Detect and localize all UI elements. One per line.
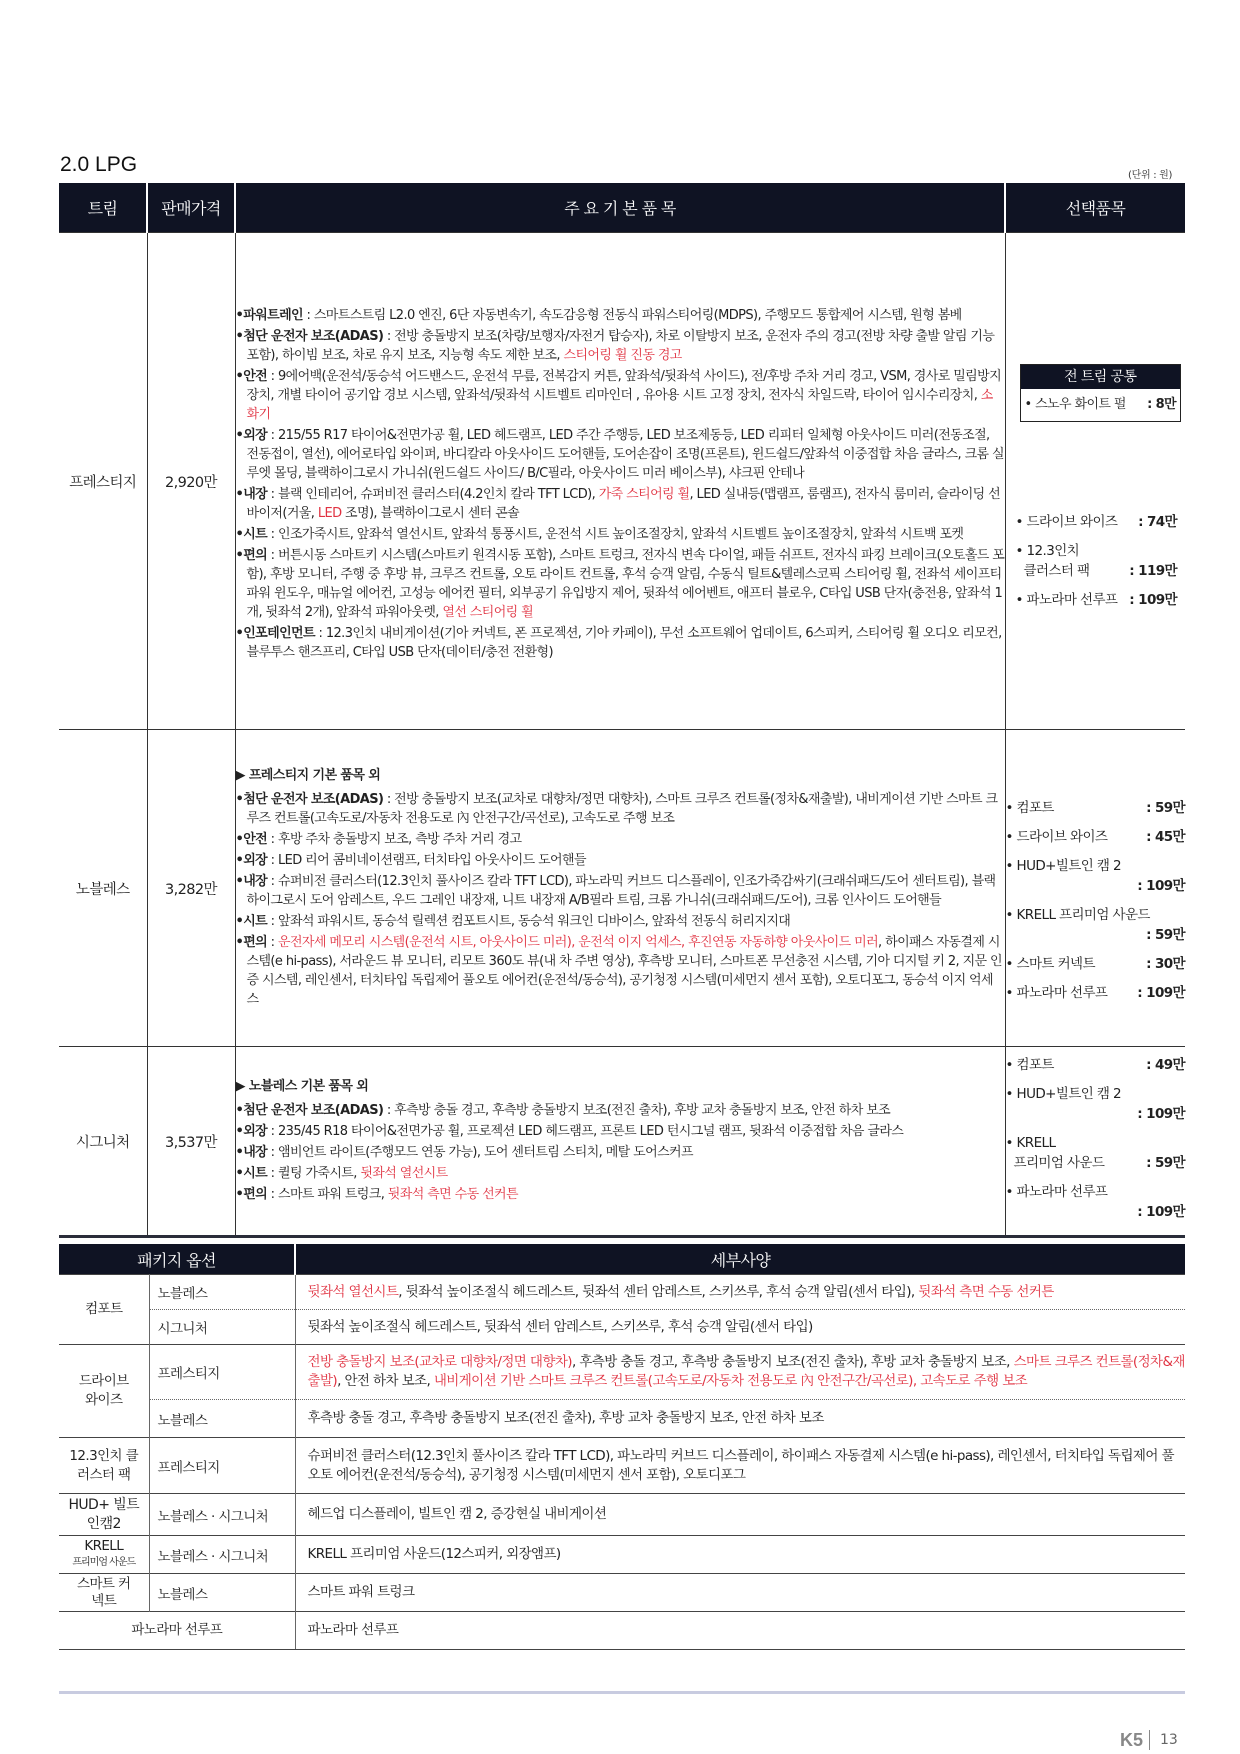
package-row [59, 1574, 1185, 1612]
option-list [1005, 233, 1185, 730]
feature-item [236, 1122, 1005, 1141]
package-detail [295, 1494, 1185, 1536]
package-version: 노블레스 [149, 1574, 295, 1612]
text-segment: : LED 리어 콤비네이션램프, 터치타입 아웃사이드 도어핸들 [267, 852, 586, 868]
option-name-cont: 클러스터 팩 [1023, 562, 1090, 579]
text-segment: : 인조가죽시트, 앞좌석 열선시트, 앞좌석 통풍시트, 운전석 시트 높이조절장치, 앞좌석 시트벨트 높이조절장치, 앞좌석 시트백 포켓 [267, 526, 964, 542]
highlight-text: 스티어링 휠 진동 경고 [563, 347, 682, 363]
package-detail [295, 1536, 1185, 1574]
text-segment: : 후방 주차 충돌방지 보조, 측방 주차 거리 경고 [267, 831, 522, 847]
text-segment: , 안전 하차 보조, [337, 1373, 434, 1389]
package-group-label: 스마트 커넥트 [77, 1575, 131, 1609]
option-item [1006, 1133, 1186, 1173]
highlight-text: 뒷좌석 열선시트 [307, 1283, 399, 1300]
option-name: • KRELL 프리미엄 사운드 [1005, 907, 1150, 923]
common-option-box [1020, 364, 1182, 422]
option-item [1006, 1182, 1186, 1222]
option-list [1005, 1047, 1185, 1237]
package-row [59, 1612, 1185, 1650]
option-items [1006, 1051, 1186, 1222]
option-name: • 파노라마 선루프 [1005, 1184, 1108, 1200]
page-title: 2.0 LPG [60, 153, 138, 176]
option-line [1006, 876, 1186, 896]
header-trim: 트림 [59, 183, 147, 233]
unit-note: (단위 : 원) [1128, 170, 1173, 181]
package-row [59, 1438, 1185, 1494]
package-row [59, 1494, 1185, 1536]
text-segment: : [267, 934, 278, 950]
option-price: : 8만 [1147, 396, 1176, 412]
page-number: 13 [1160, 1732, 1178, 1748]
feature-item [236, 1143, 1005, 1162]
text-segment: : 스마트 파워 트렁크, [267, 1186, 388, 1202]
text-segment: 조명), 블랙하이그로시 센터 콘솔 [341, 505, 520, 521]
text-segment: 후측방 충돌 경고, 후측방 충돌방지 보조(전진 출차), 후방 교차 충돌방지 보조, 안전 하차 보조 [307, 1410, 824, 1426]
feature-label: •첨단 운전자 보조(ADAS) [235, 791, 384, 807]
feature-label: •시트 [235, 526, 268, 542]
option-item [1006, 983, 1186, 1003]
text-segment: : 버튼시동 스마트키 시스템(스마트키 원격시동 포함), 스마트 트렁크, 전자식 변속 다이얼, 패들 쉬프트, 전자식 파킹 브레이크(오토홀드 포함), 후방 모니터, 주행 중 후방 뷰, 크루즈 컨트롤, 오토 라이트 컨트롤, 후석 승객 알림, 수동식 틸트&텔레스코픽 스티어링 휠, 전좌석 세이프티 파워 윈도우, 매뉴얼 에어컨, 고성능 에어컨 필터, 외부공기 유입방지 제어, 뒷좌석 에어벤트, 애프터 블로우, C타입 USB 단자(충전용, 앞좌석 1개, 뒷좌석 2개), 앞좌석 파워아웃렛, [246, 547, 1005, 620]
feature-item [236, 851, 1005, 870]
feature-item [236, 790, 1005, 828]
feature-item [236, 624, 1005, 662]
trim-row-noblesse [59, 730, 1185, 1047]
package-row [59, 1275, 1185, 1310]
highlight-text: 뒷좌석 측면 수동 선커튼 [387, 1186, 518, 1202]
feature-item [236, 485, 1005, 523]
trim-name: 노블레스 [59, 730, 147, 1047]
option-item [1016, 541, 1178, 581]
header-features: 주 요 기 본 품 목 [235, 183, 1005, 233]
feature-label: •편의 [235, 547, 268, 563]
option-line [1016, 512, 1178, 532]
feature-item [236, 306, 1005, 325]
text-segment: , 하이패스 자동결제 시스템(e hi-pass), 서라운드 뷰 모니터, 리모트 360도 뷰(내 차 주변 영상), 후측방 모니터, 스마트폰 무선충전 시스템, 기아 디지털 키 2, 지문 인증 시스템, 레인센서, 터치타입 독립제어 풀오토 에어컨(운전석/동승석), 공기청정 시스템(미세먼지 센서 포함), 오토디포그, 동승석 이지 억세스 [246, 934, 1002, 1007]
common-option-title: 전 트림 공통 [1021, 365, 1181, 389]
footer-divider [59, 1691, 1185, 1694]
feature-label: •인포테인먼트 [235, 625, 315, 641]
package-group [59, 1345, 149, 1438]
option-line [1006, 1055, 1186, 1075]
option-item [1006, 1084, 1186, 1124]
package-group-label: 12.3인치 클러스터 팩 [69, 1447, 139, 1483]
option-line [1006, 1202, 1186, 1222]
package-row [59, 1310, 1185, 1345]
feature-item [236, 525, 1005, 544]
package-group [59, 1574, 149, 1612]
option-name: • 드라이브 와이즈 [1005, 829, 1108, 845]
package-group-sublabel: 프리미엄 사운드 [72, 1557, 136, 1568]
text-segment: : 전방 충돌방지 보조(차량/보행자/자전거 탑승자), 차로 이탈방지 보조, 운전자 주의 경고(전방 차량 출발 알림 기능 포함), 하이빔 보조, 차로 유지 보조, 지능형 속도 제한 보조, [246, 328, 995, 363]
option-price: : 49만 [1146, 1057, 1185, 1073]
text-segment: : 앞좌석 파워시트, 동승석 릴렉션 컴포트시트, 동승석 워크인 디바이스, 앞좌석 전동식 허리지지대 [267, 913, 791, 929]
feature-label: •외장 [235, 852, 268, 868]
option-name: • 12.3인치 [1015, 542, 1080, 559]
text-segment: : 스마트스트림 L2.0 엔진, 6단 자동변속기, 속도감응형 전동식 파워스티어링(MDPS), 주행모드 통합제어 시스템, 원형 봄베 [303, 307, 962, 323]
text-segment: 파노라마 선루프 [307, 1622, 399, 1638]
text-segment: : 9에어백(운전석/동승석 어드밴스드, 운전석 무릎, 전복감지 커튼, 앞좌석/뒷좌석 사이드), 전/후방 주차 거리 경고, VSM, 경사로 밀림방지장치, 개별 타이어 공기압 경보 시스템, 앞좌석/뒷좌석 시트벨트 리마인더 , 유아용 시트 고정 장치, 전자식 차일드락, 타이어 임시수리장치, [246, 368, 1002, 403]
brand-label: K5 [1120, 1730, 1144, 1750]
trim-table [59, 183, 1185, 1238]
trim-name: 시그니처 [59, 1047, 147, 1237]
option-name: • KRELL [1005, 1135, 1056, 1151]
option-line [1006, 983, 1186, 1003]
option-name: • 파노라마 선루프 [1015, 591, 1118, 608]
highlight-text: 내비게이션 기반 스마트 크루즈 컨트롤(고속도로/자동차 전용도로 內 안전구간/곡선로), 고속도로 주행 보조 [433, 1373, 1028, 1389]
package-group [59, 1536, 149, 1574]
feature-label: •외장 [235, 1123, 268, 1139]
package-table [59, 1244, 1185, 1650]
highlight-text: 스마트 크루즈 컨트롤(정차&재출발) [307, 1354, 1185, 1389]
option-name: • 컴포트 [1005, 800, 1054, 816]
option-price: : 109만 [1137, 985, 1185, 1001]
package-group-label: KRELL [84, 1538, 124, 1554]
feature-label: •시트 [235, 913, 268, 929]
highlight-text: 소화기 [246, 387, 993, 422]
option-line [1016, 561, 1178, 581]
text-segment: 슈퍼비전 클러스터(12.3인치 풀사이즈 칼라 TFT LCD), 파노라믹 커브드 디스플레이, 하이패스 자동결제 시스템(e hi-pass), 레인센서, 터치타입 독립제어 풀오토 에어컨(운전석/동승석), 공기청정 시스템(미세먼지 센서 포함), 오토디포그 [307, 1447, 1174, 1483]
package-version: 프레스티지 [149, 1438, 295, 1494]
package-detail [295, 1612, 1185, 1650]
header-package-option: 패키지 옵션 [59, 1244, 295, 1275]
option-price: : 30만 [1146, 956, 1185, 972]
trim-price: 2,920만 [147, 233, 235, 730]
option-item [1006, 827, 1186, 847]
feature-label: •첨단 운전자 보조(ADAS) [235, 328, 384, 344]
option-price: : 109만 [1129, 591, 1177, 608]
text-segment: : 전방 충돌방지 보조(교차로 대향차/정면 대향차), 스마트 크루즈 컨트롤(정차&재출발), 내비게이션 기반 스마트 크루즈 컨트롤(고속도로/자동차 전용도로 內 안전구간/곡선로), 고속도로 주행 보조 [246, 791, 998, 826]
package-table-header [59, 1244, 1185, 1275]
option-items [1006, 432, 1186, 610]
text-segment: , LED 실내등(맵램프, 룸램프), 전자식 룸미러, 슬라이딩 선바이저(거울, [246, 486, 1001, 521]
header-price: 판매가격 [147, 183, 235, 233]
package-group: 컴포트 [59, 1275, 149, 1345]
trim-price: 3,282만 [147, 730, 235, 1047]
option-item [1006, 905, 1186, 945]
highlight-text: 뒷좌석 열선시트 [360, 1165, 448, 1181]
common-option-item [1021, 389, 1181, 421]
option-line [1006, 925, 1186, 945]
text-segment: : 퀼팅 가죽시트, [267, 1165, 361, 1181]
option-item [1006, 1055, 1186, 1075]
option-line [1006, 954, 1186, 974]
feature-list [235, 233, 1005, 730]
feature-item [236, 327, 1005, 365]
option-item [1006, 954, 1186, 974]
option-line [1006, 798, 1186, 818]
text-segment: , 뒷좌석 높이조절식 헤드레스트, 뒷좌석 센터 암레스트, 스키쓰루, 후석 승객 알림(센서 타입), [398, 1283, 919, 1300]
feature-label: •안전 [235, 831, 268, 847]
feature-item [236, 426, 1005, 483]
trim-price: 3,537만 [147, 1047, 235, 1237]
text-segment: : 12.3인치 내비게이션(기아 커넥트, 폰 프로젝션, 기아 카페이), 무선 소프트웨어 업데이트, 6스피커, 스티어링 휠 오디오 리모컨, 블루투스 핸즈프리, C타입 USB 단자(데이터/충전 전환형) [246, 625, 1002, 660]
package-group-label: 드라이브 와이즈 [78, 1373, 129, 1408]
highlight-text: LED [317, 505, 342, 521]
package-detail [295, 1438, 1185, 1494]
package-row [59, 1400, 1185, 1438]
feature-label: •편의 [235, 934, 268, 950]
package-detail [295, 1345, 1185, 1400]
text-segment: : 215/55 R17 타이어&전면가공 휠, LED 헤드램프, LED 주간 주행등, LED 보조제동등, LED 리피터 일체형 아웃사이드 미러(전동조절, 전동접이, 열선), 에어로타입 와이퍼, 바디칼라 아웃사이드 도어핸들, 도어손잡이 조명(프론트), 윈드쉴드/앞좌석 이중접합 차음 글라스, 크롬 실루엣 몰딩, 블랙하이그로시 가니쉬(윈드쉴드 사이드/ B/C필라, 아웃사이드 미러 베이스부), 샤크핀 안테나 [246, 427, 1004, 481]
option-price: : 109만 [1137, 878, 1185, 894]
text-segment: : 슈퍼비전 클러스터(12.3인치 풀사이즈 칼라 TFT LCD), 파노라믹 커브드 디스플레이, 인조가죽감싸기(크래쉬패드/도어 센터트림), 블랙하이그로시 도어 암레스트, 우드 그레인 내장재, 니트 내장재 A/B필라 트림, 크롬 가니쉬(크래쉬패드/도어), 크롬 인사이드 도어핸들 [246, 873, 996, 908]
option-line [1006, 1153, 1186, 1173]
option-price: : 59만 [1146, 800, 1185, 816]
package-version: 노블레스 [149, 1275, 295, 1310]
package-group-label: HUD+ 빌트인캠2 [68, 1496, 140, 1532]
footer-separator [1149, 1730, 1150, 1750]
feature-item [236, 933, 1005, 1009]
option-item [1016, 590, 1178, 610]
package-group [59, 1438, 149, 1494]
package-detail [295, 1310, 1185, 1345]
package-version: 노블레스 · 시그니처 [149, 1494, 295, 1536]
trim-row-prestige [59, 233, 1185, 730]
feature-label: •안전 [235, 368, 268, 384]
trim-row-signature [59, 1047, 1185, 1237]
option-item [1016, 512, 1178, 532]
text-segment: : 후측방 충돌 경고, 후측방 충돌방지 보조(전진 출차), 후방 교차 충돌방지 보조, 안전 하차 보조 [383, 1102, 891, 1118]
option-name-cont: 프리미엄 사운드 [1013, 1155, 1105, 1171]
highlight-text: 전방 충돌방지 보조(교차로 대향차/정면 대향차) [307, 1354, 572, 1370]
feature-item [236, 1101, 1005, 1120]
option-line [1016, 590, 1178, 610]
option-name: • 스마트 커넥트 [1005, 956, 1095, 972]
package-detail [295, 1574, 1185, 1612]
trim-table-header [59, 183, 1185, 233]
option-items [1006, 764, 1186, 1003]
feature-label: •내장 [235, 486, 268, 502]
feature-label: •내장 [235, 1144, 268, 1160]
header-options: 선택품목 [1005, 183, 1185, 233]
option-name: • HUD+빌트인 캠 2 [1005, 858, 1122, 874]
option-list [1005, 730, 1185, 1047]
option-price: : 74만 [1138, 513, 1177, 530]
option-price: : 109만 [1137, 1106, 1185, 1122]
package-version: 노블레스 [149, 1400, 295, 1438]
trim-name: 프레스티지 [59, 233, 147, 730]
option-price: : 59만 [1146, 1155, 1185, 1171]
text-segment: 뒷좌석 높이조절식 헤드레스트, 뒷좌석 센터 암레스트, 스키쓰루, 후석 승객 알림(센서 타입) [307, 1318, 813, 1335]
package-row [59, 1345, 1185, 1400]
option-name: • 컴포트 [1005, 1057, 1054, 1073]
section-heading: ▶ 노블레스 기본 품목 외 [235, 1078, 369, 1094]
feature-item [236, 546, 1005, 622]
feature-label: •외장 [235, 427, 268, 443]
package-detail [295, 1400, 1185, 1438]
option-name: • HUD+빌트인 캠 2 [1005, 1086, 1122, 1102]
package-group: 파노라마 선루프 [59, 1612, 295, 1650]
feature-item [236, 367, 1005, 424]
feature-label: •첨단 운전자 보조(ADAS) [235, 1102, 384, 1118]
package-version: 노블레스 · 시그니처 [149, 1536, 295, 1574]
text-segment: , 후측방 충돌 경고, 후측방 충돌방지 보조(전진 출차), 후방 교차 충돌방지 보조, [571, 1354, 1014, 1370]
feature-item [236, 1164, 1005, 1183]
feature-item [236, 872, 1005, 910]
option-name: • 스노우 화이트 펄 [1024, 396, 1126, 412]
text-segment: KRELL 프리미엄 사운드(12스피커, 외장앰프) [307, 1546, 561, 1562]
option-price: : 45만 [1146, 829, 1185, 845]
section-heading: ▶ 프레스티지 기본 품목 외 [235, 767, 381, 783]
option-item [1006, 798, 1186, 818]
highlight-text: 열선 스티어링 휠 [442, 604, 534, 620]
feature-item [236, 1185, 1005, 1204]
option-line [1006, 827, 1186, 847]
package-row [59, 1536, 1185, 1574]
feature-item [236, 830, 1005, 849]
package-group [59, 1494, 149, 1536]
highlight-text: 운전자세 메모리 시스템(운전석 시트, 아웃사이드 미러), 운전석 이지 억세스, 후진연동 자동하향 아웃사이드 미러 [278, 934, 879, 950]
feature-label: •편의 [235, 1186, 268, 1202]
highlight-text: 가죽 스티어링 휠 [598, 486, 690, 502]
option-price: : 59만 [1146, 927, 1185, 943]
feature-list [235, 730, 1005, 1047]
option-price: : 119만 [1129, 562, 1177, 579]
package-detail [295, 1275, 1185, 1310]
option-price: : 109만 [1137, 1204, 1185, 1220]
highlight-text: 뒷좌석 측면 수동 선커튼 [918, 1283, 1054, 1300]
package-version: 시그니처 [149, 1310, 295, 1345]
package-version: 프레스티지 [149, 1345, 295, 1400]
feature-item [236, 912, 1005, 931]
feature-list [235, 1047, 1005, 1237]
option-name: • 드라이브 와이즈 [1015, 513, 1118, 530]
header-package-detail: 세부사양 [295, 1244, 1185, 1275]
feature-label: •내장 [235, 873, 268, 889]
text-segment: 스마트 파워 트렁크 [307, 1584, 415, 1600]
feature-label: •시트 [235, 1165, 268, 1181]
text-segment: 헤드업 디스플레이, 빌트인 캠 2, 증강현실 내비게이션 [307, 1506, 607, 1522]
text-segment: : 앰비언트 라이트(주행모드 연동 가능), 도어 센터트림 스티치, 메탈 도어스커프 [267, 1144, 693, 1160]
option-line [1006, 1104, 1186, 1124]
text-segment: : 235/45 R18 타이어&전면가공 휠, 프로젝션 LED 헤드램프, 프론트 LED 턴시그널 램프, 뒷좌석 이중접합 차음 글라스 [267, 1123, 904, 1139]
feature-label: •파워트레인 [235, 307, 303, 323]
text-segment: : 블랙 인테리어, 슈퍼비전 클러스터(4.2인치 칼라 TFT LCD), [267, 486, 599, 502]
option-name: • 파노라마 선루프 [1005, 985, 1108, 1001]
option-item [1006, 856, 1186, 896]
